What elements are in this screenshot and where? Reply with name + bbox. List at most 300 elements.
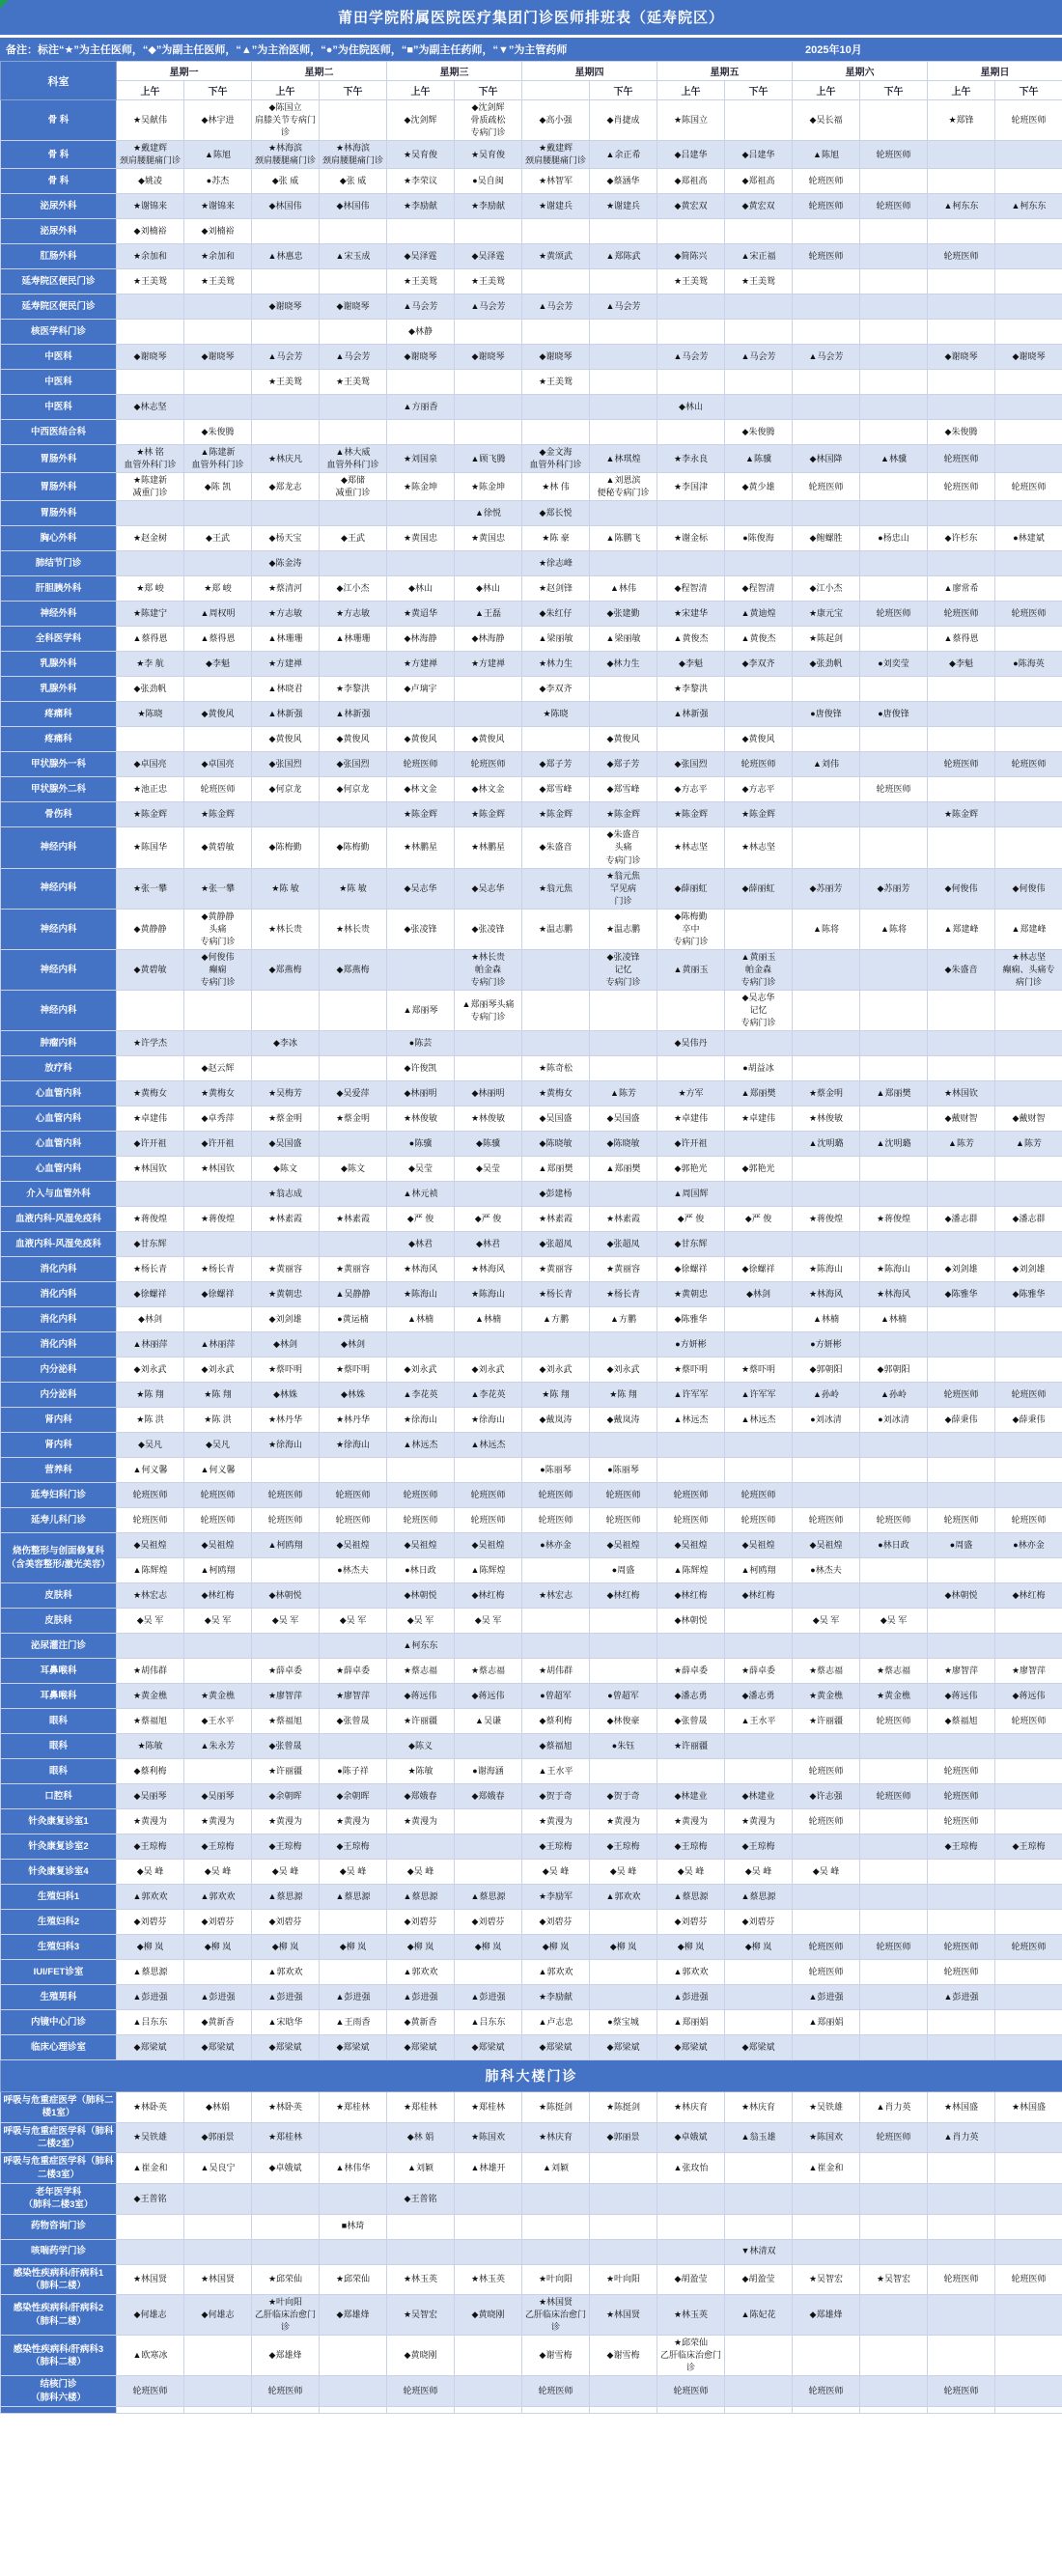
schedule-cell xyxy=(860,949,928,990)
schedule-cell xyxy=(928,727,995,752)
schedule-cell: ★林俊敏 xyxy=(455,1106,522,1132)
schedule-cell xyxy=(928,1483,995,1508)
schedule-cell xyxy=(252,219,320,244)
schedule-cell xyxy=(860,2376,928,2407)
schedule-cell xyxy=(455,1031,522,1056)
schedule-cell: 轮班医师 xyxy=(117,1483,184,1508)
schedule-cell: 轮班医师 xyxy=(995,1935,1062,1960)
schedule-row xyxy=(1,1232,1062,1257)
schedule-cell: ◆张曾晟 xyxy=(657,1709,725,1734)
schedule-row xyxy=(1,1659,1062,1684)
schedule-cell xyxy=(117,320,184,345)
schedule-cell xyxy=(590,420,657,445)
dept-cell: 延寿儿科门诊 xyxy=(1,1508,117,1533)
schedule-cell xyxy=(860,727,928,752)
schedule-cell: ▲柯鸥翔 xyxy=(252,1533,320,1558)
schedule-cell: ★林海滨 颈肩腰腿痛门诊 xyxy=(320,141,387,169)
schedule-cell: ★林素霞 xyxy=(320,1207,387,1232)
schedule-cell xyxy=(793,320,860,345)
schedule-cell: ★方建禅 xyxy=(252,652,320,677)
schedule-cell: ◆薛秉伟 xyxy=(928,1408,995,1433)
schedule-cell xyxy=(928,320,995,345)
schedule-cell: ◆朱俊腾 xyxy=(928,420,995,445)
schedule-cell: ◆林静 xyxy=(387,320,455,345)
schedule-cell: ★张一攀 xyxy=(117,868,184,909)
schedule-cell: ▲吴良宁 xyxy=(184,2153,252,2184)
schedule-cell: ◆何雄志 xyxy=(117,2295,184,2336)
schedule-cell: ◆吴祖煌 xyxy=(117,1533,184,1558)
schedule-cell xyxy=(928,370,995,395)
dept-column-header: 科室 xyxy=(1,62,117,100)
schedule-cell: ●唐俊锋 xyxy=(793,702,860,727)
slot-header: 下午 xyxy=(860,81,928,100)
schedule-cell xyxy=(184,501,252,526)
schedule-cell: ★吴育俊 xyxy=(455,141,522,169)
schedule-cell xyxy=(117,501,184,526)
schedule-cell: ◆吕建华 xyxy=(725,141,793,169)
schedule-cell xyxy=(252,990,320,1030)
schedule-cell: ▲郑建峰 xyxy=(995,909,1062,949)
section-banner xyxy=(1,2060,1062,2092)
schedule-cell xyxy=(252,395,320,420)
schedule-cell: 轮班医师 xyxy=(928,1508,995,1533)
schedule-row xyxy=(1,1307,1062,1332)
schedule-cell: ▲肖力英 xyxy=(928,2122,995,2153)
schedule-cell xyxy=(184,990,252,1030)
schedule-cell xyxy=(252,802,320,827)
schedule-cell: ▲马会芳 xyxy=(320,345,387,370)
schedule-row xyxy=(1,1634,1062,1659)
schedule-cell: ★陈奇松 xyxy=(522,1056,590,1081)
schedule-cell xyxy=(995,370,1062,395)
dept-cell: 呼吸与危重症医学（肺科二楼1室） xyxy=(1,2092,117,2123)
schedule-cell xyxy=(725,2183,793,2214)
schedule-cell: ▲廖常希 xyxy=(928,576,995,602)
schedule-cell xyxy=(387,501,455,526)
schedule-cell: ▲林元祯 xyxy=(387,1182,455,1207)
schedule-cell: ★陈晓 xyxy=(522,702,590,727)
schedule-cell: ●林日政 xyxy=(387,1558,455,1583)
dept-cell: 骨 科 xyxy=(1,100,117,141)
schedule-cell: ◆吴 军 xyxy=(860,1609,928,1634)
schedule-cell xyxy=(725,1132,793,1157)
schedule-cell: ◆谢晓琴 xyxy=(522,345,590,370)
schedule-cell xyxy=(793,727,860,752)
schedule-cell xyxy=(860,320,928,345)
schedule-cell xyxy=(995,1609,1062,1634)
schedule-cell: ◆吴祖煌 xyxy=(320,1533,387,1558)
schedule-cell xyxy=(860,395,928,420)
schedule-cell: ◆张 威 xyxy=(252,169,320,194)
schedule-cell xyxy=(860,269,928,294)
schedule-cell xyxy=(793,219,860,244)
schedule-cell xyxy=(928,2406,995,2413)
schedule-cell: ★蔡吓明 xyxy=(657,1358,725,1383)
schedule-row xyxy=(1,294,1062,320)
schedule-cell xyxy=(657,294,725,320)
schedule-cell: ★李荣议 xyxy=(387,169,455,194)
schedule-cell: ★黄丽容 xyxy=(522,1257,590,1282)
schedule-cell: ◆吴莹 xyxy=(455,1157,522,1182)
schedule-row xyxy=(1,868,1062,909)
schedule-cell: ◆张劲帆 xyxy=(117,677,184,702)
schedule-cell xyxy=(387,219,455,244)
schedule-cell: ★李励献 xyxy=(522,1985,590,2010)
schedule-cell: ★林长贵 xyxy=(252,909,320,949)
schedule-cell xyxy=(995,395,1062,420)
schedule-cell: ◆吴 军 xyxy=(184,1609,252,1634)
schedule-row xyxy=(1,2376,1062,2407)
schedule-cell: ★赵金树 xyxy=(117,526,184,551)
schedule-cell: ◆黄静静 头痛 专病门诊 xyxy=(184,909,252,949)
schedule-cell: ▲孙岭 xyxy=(793,1383,860,1408)
schedule-cell: ◆郑雄烽 xyxy=(320,2295,387,2336)
schedule-cell: ★陈国华 xyxy=(117,827,184,868)
schedule-cell xyxy=(455,2183,522,2214)
schedule-cell: ◆吴 军 xyxy=(387,1609,455,1634)
schedule-cell: ●陈俊海 xyxy=(725,526,793,551)
schedule-cell: ◆吴国盛 xyxy=(252,1132,320,1157)
schedule-cell xyxy=(928,1232,995,1257)
dept-cell: 心血管内科 xyxy=(1,1157,117,1182)
schedule-cell: ★陈建新 减重门诊 xyxy=(117,473,184,501)
schedule-cell: ★杨长青 xyxy=(522,1282,590,1307)
schedule-cell: ★陈金辉 xyxy=(184,802,252,827)
schedule-cell xyxy=(725,1634,793,1659)
schedule-cell xyxy=(252,501,320,526)
schedule-cell: ▲林楠 xyxy=(860,1307,928,1332)
schedule-cell xyxy=(995,1232,1062,1257)
schedule-cell: ◆谢晓琴 xyxy=(117,345,184,370)
schedule-cell: ★林宏志 xyxy=(117,1583,184,1609)
schedule-cell: ◆黄俊风 xyxy=(387,727,455,752)
schedule-cell: ★许丽疆 xyxy=(387,1709,455,1734)
schedule-cell: ◆黄俊风 xyxy=(455,727,522,752)
schedule-cell: ◆刘剑雄 xyxy=(928,1257,995,1282)
schedule-cell: ★林宏志 xyxy=(522,1583,590,1609)
schedule-cell xyxy=(725,1458,793,1483)
schedule-cell: 轮班医师 xyxy=(860,2122,928,2153)
schedule-cell: ◆刘碧芬 xyxy=(117,1910,184,1935)
schedule-row xyxy=(1,1709,1062,1734)
schedule-cell: ◆吴祖煌 xyxy=(657,1533,725,1558)
schedule-cell: ◆刘楠裕 xyxy=(117,219,184,244)
schedule-cell xyxy=(117,990,184,1030)
schedule-cell: 轮班医师 xyxy=(184,1483,252,1508)
schedule-cell: ●林日政 xyxy=(860,1533,928,1558)
schedule-row xyxy=(1,1583,1062,1609)
schedule-cell: ◆柳 岚 xyxy=(387,1935,455,1960)
schedule-cell: ◆吴 峰 xyxy=(522,1860,590,1885)
schedule-cell: ◆林海静 xyxy=(455,627,522,652)
schedule-cell xyxy=(590,345,657,370)
schedule-cell: ★翁元焦 罕见病 门诊 xyxy=(590,868,657,909)
schedule-cell: ★黄金樵 xyxy=(860,1684,928,1709)
schedule-cell: ★林志坚 xyxy=(725,827,793,868)
dept-cell: 延寿院区便民门诊 xyxy=(1,294,117,320)
schedule-cell: ◆林海静 xyxy=(387,627,455,652)
schedule-cell: ★廖智萍 xyxy=(995,1659,1062,1684)
schedule-cell xyxy=(184,1659,252,1684)
schedule-cell: ★林丹华 xyxy=(320,1408,387,1433)
dept-cell: 感染性疾病科/肝病科2 （肺科二楼） xyxy=(1,2295,117,2336)
schedule-cell: ◆吴泽霆 xyxy=(455,244,522,269)
schedule-cell: ★林力生 xyxy=(522,652,590,677)
schedule-cell: ▲宋晗华 xyxy=(252,2010,320,2035)
schedule-cell: ★林 铭 血管外科门诊 xyxy=(117,445,184,473)
schedule-cell xyxy=(995,1433,1062,1458)
schedule-cell xyxy=(387,2406,455,2413)
schedule-cell xyxy=(184,395,252,420)
schedule-cell: ▲柯鸥翔 xyxy=(184,1558,252,1583)
schedule-cell xyxy=(793,1885,860,1910)
schedule-cell: ◆徐螺祥 xyxy=(657,1257,725,1282)
schedule-cell: 轮班医师 xyxy=(793,1935,860,1960)
schedule-cell: ◆刘永武 xyxy=(455,1358,522,1383)
schedule-cell: 轮班医师 xyxy=(522,1483,590,1508)
schedule-cell: ★林国贤 xyxy=(590,2295,657,2336)
dept-cell: 心血管内科 xyxy=(1,1106,117,1132)
schedule-cell: ◆吴 峰 xyxy=(320,1860,387,1885)
schedule-cell: ▲林骥 xyxy=(860,445,928,473)
schedule-cell: ◆王琼梅 xyxy=(725,1834,793,1860)
schedule-cell: ★杨长青 xyxy=(590,1282,657,1307)
schedule-cell: ▲蔡思源 xyxy=(117,1960,184,1985)
schedule-cell: ▲彭进强 xyxy=(657,1985,725,2010)
schedule-cell xyxy=(387,1834,455,1860)
schedule-cell xyxy=(995,777,1062,802)
schedule-cell: 轮班医师 xyxy=(860,194,928,219)
schedule-cell xyxy=(184,1634,252,1659)
schedule-row xyxy=(1,1031,1062,1056)
dept-cell: 中医科 xyxy=(1,370,117,395)
schedule-cell: ★黄丽容 xyxy=(252,1257,320,1282)
schedule-cell: ▲崔金和 xyxy=(117,2153,184,2184)
schedule-cell xyxy=(117,1056,184,1081)
schedule-cell: ★邱荣仙 xyxy=(252,2264,320,2295)
schedule-cell: ◆黄俊风 xyxy=(252,727,320,752)
schedule-cell: ●刘冰清 xyxy=(793,1408,860,1433)
schedule-cell: ★陈建宁 xyxy=(117,602,184,627)
schedule-cell: ★吴铁雄 xyxy=(117,2122,184,2153)
schedule-cell: ◆薛丽虹 xyxy=(657,868,725,909)
schedule-cell: ★许丽疆 xyxy=(793,1709,860,1734)
schedule-cell: ◆林娟 xyxy=(184,2092,252,2123)
schedule-cell xyxy=(455,2239,522,2264)
schedule-cell xyxy=(590,1433,657,1458)
schedule-cell xyxy=(928,2010,995,2035)
schedule-cell: ◆吴 峰 xyxy=(117,1860,184,1885)
schedule-cell: ▲刘颖 xyxy=(522,2153,590,2184)
dept-cell: 眼科 xyxy=(1,1709,117,1734)
schedule-cell: ★方建禅 xyxy=(455,652,522,677)
schedule-cell: ◆郭朝阳 xyxy=(860,1358,928,1383)
schedule-cell xyxy=(387,420,455,445)
schedule-cell xyxy=(793,1458,860,1483)
schedule-cell xyxy=(320,1734,387,1759)
schedule-cell: ▲蔡思源 xyxy=(387,1885,455,1910)
schedule-cell: ★陈 洪 xyxy=(184,1408,252,1433)
schedule-cell xyxy=(860,1985,928,2010)
schedule-cell: ●陈丽琴 xyxy=(590,1458,657,1483)
schedule-cell xyxy=(455,1960,522,1985)
schedule-cell: ●刘冰清 xyxy=(860,1408,928,1433)
schedule-cell: ◆方志平 xyxy=(725,777,793,802)
schedule-cell: ▲何义馨 xyxy=(184,1458,252,1483)
page-title xyxy=(0,0,1062,35)
schedule-cell: ▲王水平 xyxy=(522,1759,590,1784)
schedule-row xyxy=(1,1985,1062,2010)
schedule-cell xyxy=(995,1483,1062,1508)
schedule-cell xyxy=(657,727,725,752)
schedule-cell: ▲林惠忠 xyxy=(252,244,320,269)
schedule-cell: ◆陈骥 xyxy=(455,1132,522,1157)
dept-cell: 甲状腺外一科 xyxy=(1,752,117,777)
schedule-cell: ■林琦 xyxy=(320,2214,387,2239)
schedule-cell: ◆张国烈 xyxy=(252,752,320,777)
schedule-cell: ◆刘碧芬 xyxy=(657,1910,725,1935)
schedule-cell xyxy=(793,990,860,1030)
schedule-cell: 轮班医师 xyxy=(387,2376,455,2407)
schedule-cell xyxy=(117,420,184,445)
schedule-cell xyxy=(860,827,928,868)
schedule-cell: ◆谢雪梅 xyxy=(522,2336,590,2376)
schedule-cell: ◆吴 峰 xyxy=(725,1860,793,1885)
schedule-cell: ◆郑梁斌 xyxy=(252,2035,320,2060)
schedule-cell: ◆吴 峰 xyxy=(793,1860,860,1885)
schedule-cell: ★林卧英 xyxy=(252,2092,320,2123)
dept-cell: 肝胆胰外科 xyxy=(1,576,117,602)
schedule-row xyxy=(1,627,1062,652)
schedule-cell xyxy=(793,827,860,868)
schedule-cell: ◆林志坚 xyxy=(117,395,184,420)
schedule-cell xyxy=(995,1031,1062,1056)
schedule-cell: ◆潘志勇 xyxy=(657,1684,725,1709)
schedule-cell: ◆刘碧芬 xyxy=(455,1910,522,1935)
schedule-cell: ◆郑梁斌 xyxy=(117,2035,184,2060)
dept-cell: 乳腺外科 xyxy=(1,677,117,702)
schedule-cell xyxy=(860,677,928,702)
schedule-row xyxy=(1,501,1062,526)
schedule-cell: ◆林朝悦 xyxy=(387,1583,455,1609)
dept-cell: 消化内科 xyxy=(1,1282,117,1307)
schedule-cell: ▲周国辉 xyxy=(657,1182,725,1207)
schedule-cell xyxy=(793,1834,860,1860)
schedule-cell: ▲陈鹏飞 xyxy=(590,526,657,551)
schedule-cell: ◆黄碧敏 xyxy=(184,827,252,868)
schedule-cell xyxy=(184,2406,252,2413)
schedule-cell: ▲吕东东 xyxy=(117,2010,184,2035)
schedule-cell: ▲黄迪煌 xyxy=(725,602,793,627)
schedule-cell: ◆郑娥春 xyxy=(387,1784,455,1809)
schedule-cell: ◆郭丽景 xyxy=(184,2122,252,2153)
dept-cell: 营养科 xyxy=(1,1458,117,1483)
schedule-cell xyxy=(320,1182,387,1207)
dept-cell: 胃肠外科 xyxy=(1,501,117,526)
schedule-cell: ★王美鸳 xyxy=(522,370,590,395)
schedule-cell: ◆李冰 xyxy=(252,1031,320,1056)
schedule-cell: ▲马会芳 xyxy=(387,294,455,320)
schedule-cell: ◆林俊豪 xyxy=(590,1709,657,1734)
schedule-cell xyxy=(928,1031,995,1056)
schedule-cell: ◆黄俊风 xyxy=(725,727,793,752)
schedule-cell: ▲郑丽琴头痛 专病门诊 xyxy=(455,990,522,1030)
schedule-cell: ◆陈金涛 xyxy=(252,551,320,576)
schedule-table-header xyxy=(1,62,1062,100)
schedule-cell: ★李国津 xyxy=(657,473,725,501)
schedule-cell xyxy=(657,501,725,526)
slot-header: 上午 xyxy=(117,81,184,100)
schedule-cell xyxy=(252,2239,320,2264)
schedule-cell xyxy=(860,1483,928,1508)
schedule-cell: ▲林新强 xyxy=(252,702,320,727)
schedule-cell xyxy=(928,777,995,802)
dept-cell: 心血管内科 xyxy=(1,1132,117,1157)
schedule-cell: ◆吴国盛 xyxy=(522,1106,590,1132)
dept-cell: 神经内科 xyxy=(1,909,117,949)
schedule-cell xyxy=(860,2214,928,2239)
schedule-cell: 轮班医师 xyxy=(928,1383,995,1408)
schedule-cell: ◆蒋远伟 xyxy=(928,1684,995,1709)
schedule-cell xyxy=(995,420,1062,445)
schedule-cell xyxy=(793,1583,860,1609)
schedule-row xyxy=(1,2035,1062,2060)
schedule-cell: ●方妍彬 xyxy=(657,1332,725,1358)
schedule-cell xyxy=(455,1809,522,1834)
schedule-cell: ★蔡吓明 xyxy=(320,1358,387,1383)
schedule-cell: 轮班医师 xyxy=(928,244,995,269)
schedule-cell: ◆黄晓刚 xyxy=(455,2295,522,2336)
schedule-cell xyxy=(995,677,1062,702)
schedule-cell xyxy=(117,294,184,320)
schedule-row xyxy=(1,1759,1062,1784)
schedule-cell: ◆何俊伟 xyxy=(995,868,1062,909)
schedule-cell xyxy=(320,1960,387,1985)
schedule-cell: ◆戴财智 xyxy=(928,1106,995,1132)
schedule-cell: ◆林君 xyxy=(387,1232,455,1257)
schedule-cell: ◆林 娟 xyxy=(387,2122,455,2153)
schedule-cell xyxy=(320,652,387,677)
schedule-cell: ◆吴 军 xyxy=(320,1609,387,1634)
schedule-cell: ★黄梅女 xyxy=(522,1081,590,1106)
schedule-row xyxy=(1,320,1062,345)
schedule-cell xyxy=(455,2376,522,2407)
schedule-cell: ▲林远杰 xyxy=(657,1408,725,1433)
schedule-cell: ◆谢晓琴 xyxy=(252,294,320,320)
schedule-cell: ▲周权明 xyxy=(184,602,252,627)
schedule-cell: ◆吴 军 xyxy=(793,1609,860,1634)
schedule-cell: ◆肖捷成 xyxy=(590,100,657,141)
schedule-row xyxy=(1,2092,1062,2123)
schedule-cell: ▲蔡思源 xyxy=(252,1885,320,1910)
schedule-cell xyxy=(725,1182,793,1207)
schedule-cell xyxy=(725,1332,793,1358)
schedule-cell: ★郑桂林 xyxy=(320,2092,387,2123)
schedule-row xyxy=(1,2239,1062,2264)
schedule-cell: ◆李魁 xyxy=(184,652,252,677)
schedule-cell: ▲马会芳 xyxy=(455,294,522,320)
schedule-cell xyxy=(455,702,522,727)
schedule-cell: 轮班医师 xyxy=(522,1508,590,1533)
schedule-cell: ▲林雄开 xyxy=(455,2153,522,2184)
schedule-cell xyxy=(793,2183,860,2214)
schedule-cell: ★黄漫为 xyxy=(725,1809,793,1834)
schedule-cell: ▲林楠 xyxy=(387,1307,455,1332)
schedule-cell xyxy=(860,219,928,244)
schedule-cell xyxy=(184,677,252,702)
schedule-cell xyxy=(725,2376,793,2407)
schedule-cell: ★吴智宏 xyxy=(860,2264,928,2295)
